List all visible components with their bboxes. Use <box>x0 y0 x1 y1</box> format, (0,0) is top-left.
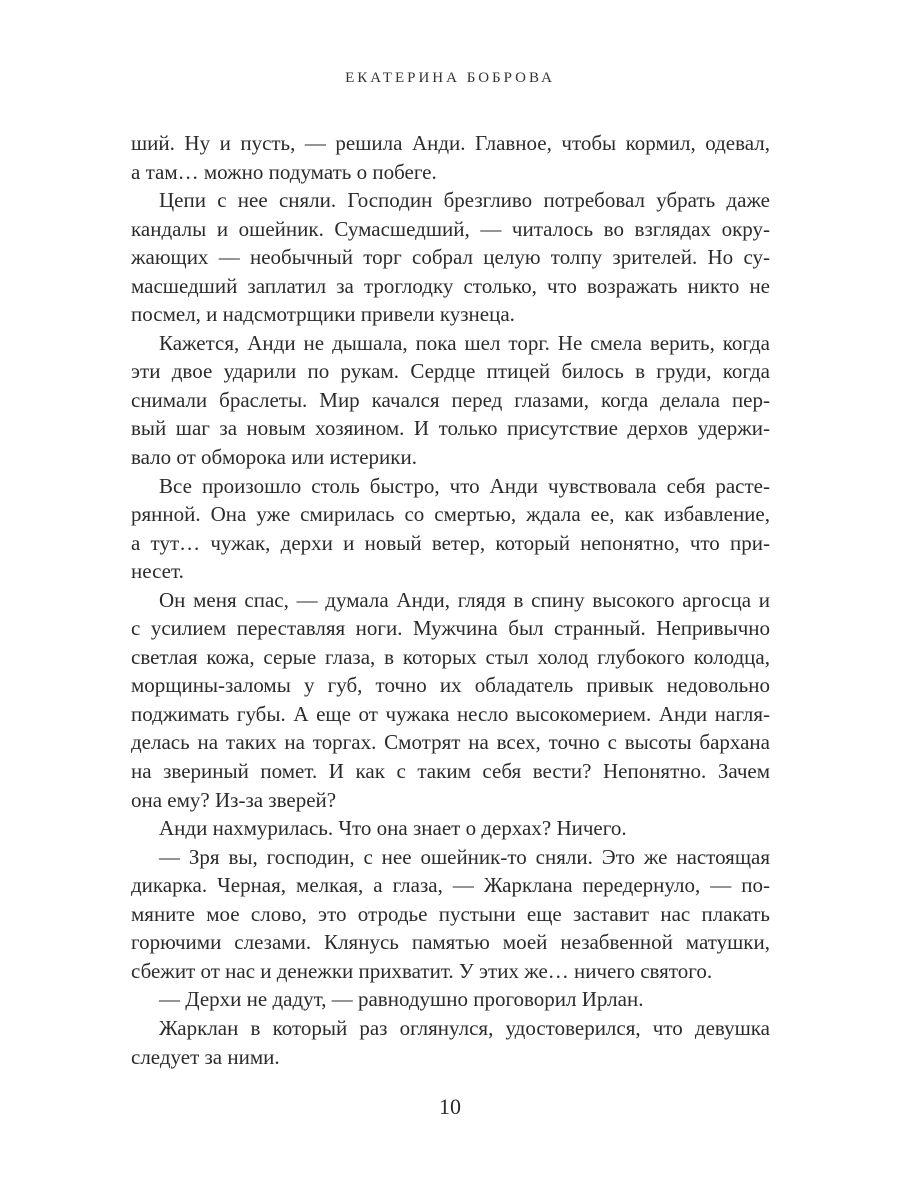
running-head-author: ЕКАТЕРИНА БОБРОВА <box>345 70 555 86</box>
text-line: Цепи с нее сняли. Господин брезгливо потребовал убрать даже <box>159 188 770 213</box>
body-text <box>131 129 770 1071</box>
text-line: снимали браслеты. Мир качался перед глазами, когда делала пер- <box>131 387 770 412</box>
text-line: ший. Ну и пусть, — решила Анди. Главное, чтобы кормил, одевал, <box>131 131 770 155</box>
text-line: вый шаг за новым хозяином. И только присутствие дерхов удержи- <box>131 416 770 441</box>
text-line: жающих — необычный торг собрал целую толпу зрителей. Но су- <box>131 245 770 270</box>
text-line: на звериный помет. И как с таким себя вести? Непонятно. Зачем <box>131 759 770 784</box>
text-line: рянной. Она уже смирилась со смертью, ждала ее, как избавление, <box>131 502 770 527</box>
text-line: Он меня спас, — думала Анди, глядя в спину высокого аргосца и <box>159 587 770 612</box>
text-line: следует за ними. <box>131 1044 280 1069</box>
text-line: поджимать губы. А еще от чужака несло высокомерием. Анди нагля- <box>131 701 770 726</box>
text-line: а там… можно подумать о побеге. <box>131 159 437 184</box>
text-line: посмел, и надсмотрщики привели кузнеца. <box>131 302 515 327</box>
text-line: дикарка. Черная, мелкая, а глаза, — Жарклана передернуло, — по- <box>131 873 770 898</box>
text-line: Кажется, Анди не дышала, пока шел торг. Не смела верить, когда <box>159 330 770 355</box>
text-line: делась на таких на торгах. Смотрят на всех, точно с высоты бархана <box>131 730 770 755</box>
text-line: а тут… чужак, дерхи и новый ветер, который непонятно, что при- <box>131 530 770 555</box>
text-line: Анди нахмурилась. Что она знает о дерхах? Ничего. <box>159 816 627 841</box>
text-line: — Зря вы, господин, с нее ошейник-то сняли. Это же настоящая <box>159 844 770 869</box>
page-number: 10 <box>439 1094 461 1119</box>
text-line: с усилием переставляя ноги. Мужчина был странный. Непривычно <box>131 616 770 641</box>
text-line: Все произошло столь быстро, что Анди чувствовала себя расте- <box>159 473 770 498</box>
text-line: светлая кожа, серые глаза, в которых стыл холод глубокого колодца, <box>131 644 770 669</box>
text-line: несет. <box>131 559 184 584</box>
text-line: кандалы и ошейник. Сумасшедший, — читалось во взглядах окру- <box>131 216 770 241</box>
text-line: мяните мое слово, это отродье пустыни еще заставит нас плакать <box>131 901 770 926</box>
text-line: сбежит от нас и денежки прихватит. У этих же… ничего святого. <box>131 958 713 983</box>
text-line: морщины-заломы у губ, точно их обладатель привык недовольно <box>131 673 770 698</box>
text-line: горючими слезами. Клянусь памятью моей незабвенной матушки, <box>131 930 770 955</box>
text-line: вало от обморока или истерики. <box>131 445 417 470</box>
text-line: Жарклан в который раз оглянулся, удостоверился, что девушка <box>159 1015 770 1040</box>
text-line: масшедший заплатил за троглодку столько, что возражать никто не <box>131 273 770 298</box>
text-line: эти двое ударили по рукам. Сердце птицей билось в груди, когда <box>131 359 770 384</box>
text-line: она ему? Из-за зверей? <box>131 787 337 812</box>
text-line: — Дерхи не дадут, — равнодушно проговорил Ирлан. <box>159 987 644 1012</box>
